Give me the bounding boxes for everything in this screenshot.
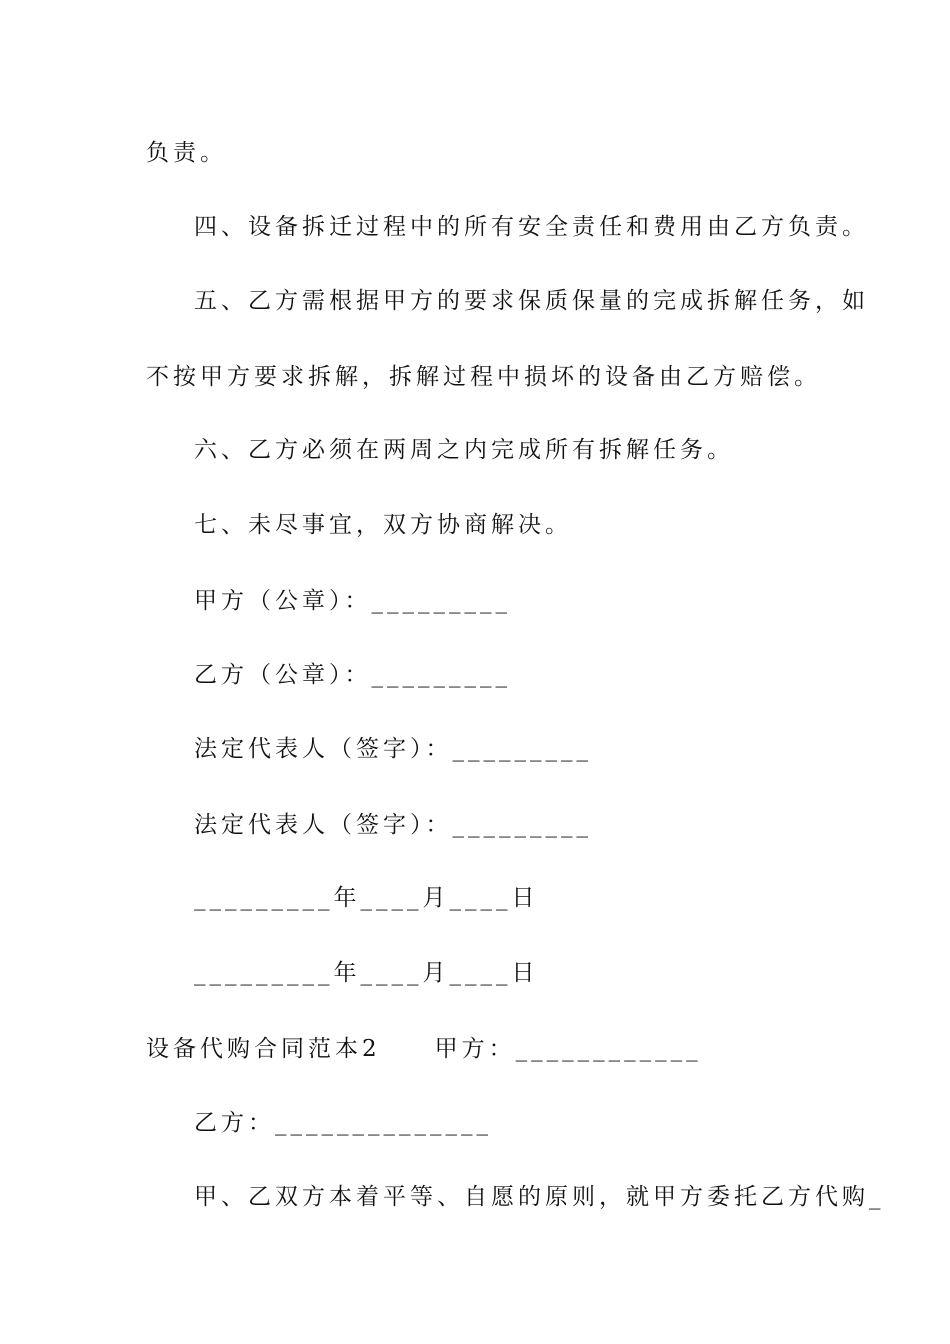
contract-title-line: 设备代购合同范本2 甲方：____________ bbox=[146, 1036, 702, 1062]
intro-paragraph-line: 甲、乙双方本着平等、自愿的原则，就甲方委托乙方代购_ bbox=[194, 1184, 885, 1210]
legal-rep-signature-line-1: 法定代表人（签字）：_________ bbox=[194, 736, 592, 762]
paragraph-line: 负责。 bbox=[146, 140, 227, 166]
party-b-seal-line: 乙方（公章）：_________ bbox=[194, 662, 511, 688]
clause-four: 四、设备拆迁过程中的所有安全责任和费用由乙方负责。 bbox=[194, 214, 869, 240]
date-line-1: _________年____月____日 bbox=[194, 885, 539, 911]
party-a-seal-line: 甲方（公章）：_________ bbox=[194, 588, 511, 614]
clause-five: 五、乙方需根据甲方的要求保质保量的完成拆解任务，如 bbox=[194, 288, 869, 314]
clause-seven: 七、未尽事宜，双方协商解决。 bbox=[194, 512, 572, 538]
legal-rep-signature-line-2: 法定代表人（签字）：_________ bbox=[194, 812, 592, 838]
clause-five-continued: 不按甲方要求拆解，拆解过程中损坏的设备由乙方赔偿。 bbox=[146, 364, 821, 390]
party-b-line: 乙方：______________ bbox=[194, 1110, 492, 1136]
clause-six: 六、乙方必须在两周之内完成所有拆解任务。 bbox=[194, 437, 734, 463]
date-line-2: _________年____月____日 bbox=[194, 960, 539, 986]
